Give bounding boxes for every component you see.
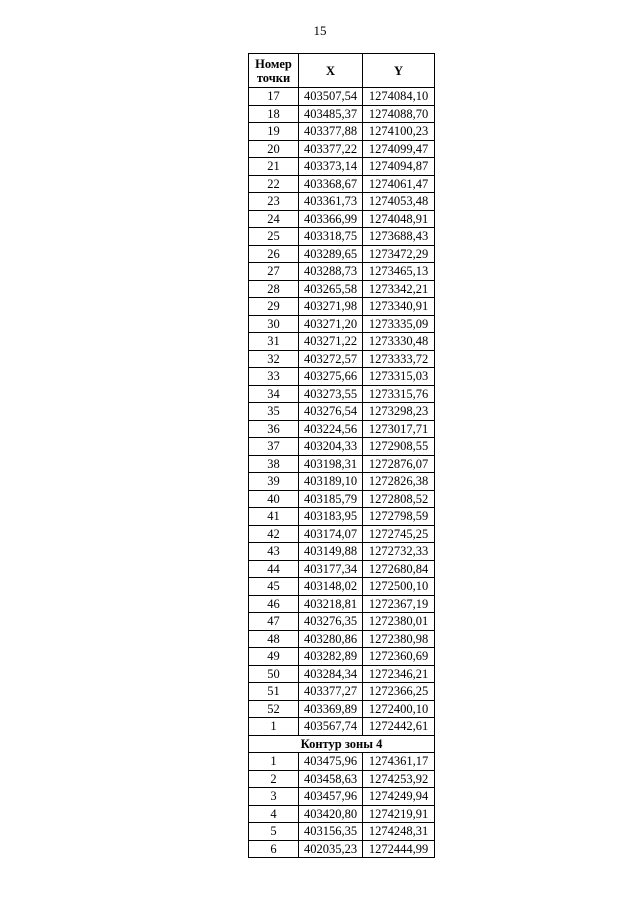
point-number-cell: 1 bbox=[249, 753, 299, 771]
table-row bbox=[249, 648, 435, 666]
x-coordinate-cell: 403198,31 bbox=[299, 455, 363, 473]
table-row bbox=[249, 368, 435, 386]
y-coordinate-cell: 1272367,19 bbox=[363, 595, 435, 613]
table-row bbox=[249, 228, 435, 246]
x-coordinate-cell: 402035,23 bbox=[299, 840, 363, 858]
x-coordinate-cell: 403457,96 bbox=[299, 788, 363, 806]
y-coordinate-cell: 1273298,23 bbox=[363, 403, 435, 421]
x-coordinate-cell: 403567,74 bbox=[299, 718, 363, 736]
table-row bbox=[249, 158, 435, 176]
x-coordinate-cell: 403218,81 bbox=[299, 595, 363, 613]
y-coordinate-cell: 1273315,76 bbox=[363, 385, 435, 403]
table-row bbox=[249, 525, 435, 543]
point-number-cell: 34 bbox=[249, 385, 299, 403]
table-row bbox=[249, 175, 435, 193]
x-coordinate-cell: 403458,63 bbox=[299, 770, 363, 788]
y-coordinate-cell: 1274088,70 bbox=[363, 105, 435, 123]
y-coordinate-cell: 1272380,01 bbox=[363, 613, 435, 631]
point-number-cell: 21 bbox=[249, 158, 299, 176]
x-coordinate-cell: 403272,57 bbox=[299, 350, 363, 368]
y-coordinate-cell: 1274053,48 bbox=[363, 193, 435, 211]
y-coordinate-cell: 1272360,69 bbox=[363, 648, 435, 666]
x-coordinate-cell: 403288,73 bbox=[299, 263, 363, 281]
table-section bbox=[249, 735, 435, 753]
x-coordinate-cell: 403156,35 bbox=[299, 823, 363, 841]
header-y: Y bbox=[363, 54, 435, 88]
y-coordinate-cell: 1272908,55 bbox=[363, 438, 435, 456]
x-coordinate-cell: 403271,20 bbox=[299, 315, 363, 333]
point-number-cell: 33 bbox=[249, 368, 299, 386]
x-coordinate-cell: 403377,88 bbox=[299, 123, 363, 141]
point-number-cell: 6 bbox=[249, 840, 299, 858]
header-x: X bbox=[299, 54, 363, 88]
y-coordinate-cell: 1272798,59 bbox=[363, 508, 435, 526]
point-number-cell: 51 bbox=[249, 683, 299, 701]
point-number-cell: 30 bbox=[249, 315, 299, 333]
point-number-cell: 37 bbox=[249, 438, 299, 456]
x-coordinate-cell: 403189,10 bbox=[299, 473, 363, 491]
x-coordinate-cell: 403373,14 bbox=[299, 158, 363, 176]
x-coordinate-cell: 403224,56 bbox=[299, 420, 363, 438]
point-number-cell: 23 bbox=[249, 193, 299, 211]
table-row bbox=[249, 543, 435, 561]
header-point-number-label: Номер точки bbox=[255, 56, 292, 85]
y-coordinate-cell: 1272366,25 bbox=[363, 683, 435, 701]
table-row bbox=[249, 245, 435, 263]
point-number-cell: 46 bbox=[249, 595, 299, 613]
y-coordinate-cell: 1274219,91 bbox=[363, 805, 435, 823]
y-coordinate-cell: 1273315,03 bbox=[363, 368, 435, 386]
table-row bbox=[249, 333, 435, 351]
x-coordinate-cell: 403368,67 bbox=[299, 175, 363, 193]
point-number-cell: 26 bbox=[249, 245, 299, 263]
y-coordinate-cell: 1272380,98 bbox=[363, 630, 435, 648]
point-number-cell: 28 bbox=[249, 280, 299, 298]
point-number-cell: 27 bbox=[249, 263, 299, 281]
y-coordinate-cell: 1274061,47 bbox=[363, 175, 435, 193]
x-coordinate-cell: 403276,35 bbox=[299, 613, 363, 631]
y-coordinate-cell: 1272680,84 bbox=[363, 560, 435, 578]
y-coordinate-cell: 1273688,43 bbox=[363, 228, 435, 246]
table-row bbox=[249, 770, 435, 788]
x-coordinate-cell: 403366,99 bbox=[299, 210, 363, 228]
section-title: Контур зоны 4 bbox=[249, 735, 435, 753]
table-row bbox=[249, 630, 435, 648]
y-coordinate-cell: 1273017,71 bbox=[363, 420, 435, 438]
x-coordinate-cell: 403185,79 bbox=[299, 490, 363, 508]
point-number-cell: 45 bbox=[249, 578, 299, 596]
header-point-number bbox=[249, 54, 299, 88]
y-coordinate-cell: 1273335,09 bbox=[363, 315, 435, 333]
point-number-cell: 4 bbox=[249, 805, 299, 823]
table-row bbox=[249, 438, 435, 456]
table-row bbox=[249, 490, 435, 508]
x-coordinate-cell: 403282,89 bbox=[299, 648, 363, 666]
table-row bbox=[249, 420, 435, 438]
table-row bbox=[249, 123, 435, 141]
section-row bbox=[249, 735, 435, 753]
y-coordinate-cell: 1272745,25 bbox=[363, 525, 435, 543]
y-coordinate-cell: 1274253,92 bbox=[363, 770, 435, 788]
table-body-part2 bbox=[249, 753, 435, 858]
point-number-cell: 25 bbox=[249, 228, 299, 246]
point-number-cell: 48 bbox=[249, 630, 299, 648]
y-coordinate-cell: 1273330,48 bbox=[363, 333, 435, 351]
y-coordinate-cell: 1274249,94 bbox=[363, 788, 435, 806]
y-coordinate-cell: 1274099,47 bbox=[363, 140, 435, 158]
y-coordinate-cell: 1272808,52 bbox=[363, 490, 435, 508]
x-coordinate-cell: 403280,86 bbox=[299, 630, 363, 648]
y-coordinate-cell: 1272346,21 bbox=[363, 665, 435, 683]
point-number-cell: 50 bbox=[249, 665, 299, 683]
x-coordinate-cell: 403174,07 bbox=[299, 525, 363, 543]
y-coordinate-cell: 1273340,91 bbox=[363, 298, 435, 316]
point-number-cell: 20 bbox=[249, 140, 299, 158]
y-coordinate-cell: 1274248,31 bbox=[363, 823, 435, 841]
table-body-part1 bbox=[249, 88, 435, 736]
point-number-cell: 17 bbox=[249, 88, 299, 106]
x-coordinate-cell: 403507,54 bbox=[299, 88, 363, 106]
x-coordinate-cell: 403149,88 bbox=[299, 543, 363, 561]
table-row bbox=[249, 560, 435, 578]
x-coordinate-cell: 403273,55 bbox=[299, 385, 363, 403]
point-number-cell: 1 bbox=[249, 718, 299, 736]
y-coordinate-cell: 1272442,61 bbox=[363, 718, 435, 736]
table-row bbox=[249, 298, 435, 316]
point-number-cell: 2 bbox=[249, 770, 299, 788]
table-row bbox=[249, 403, 435, 421]
x-coordinate-cell: 403204,33 bbox=[299, 438, 363, 456]
page-number: 15 bbox=[313, 23, 327, 38]
coordinates-table bbox=[248, 53, 435, 858]
x-coordinate-cell: 403475,96 bbox=[299, 753, 363, 771]
point-number-cell: 29 bbox=[249, 298, 299, 316]
x-coordinate-cell: 403361,73 bbox=[299, 193, 363, 211]
table-row bbox=[249, 683, 435, 701]
y-coordinate-cell: 1273342,21 bbox=[363, 280, 435, 298]
x-coordinate-cell: 403148,02 bbox=[299, 578, 363, 596]
x-coordinate-cell: 403318,75 bbox=[299, 228, 363, 246]
table-row bbox=[249, 473, 435, 491]
y-coordinate-cell: 1272444,99 bbox=[363, 840, 435, 858]
point-number-cell: 32 bbox=[249, 350, 299, 368]
x-coordinate-cell: 403275,66 bbox=[299, 368, 363, 386]
x-coordinate-cell: 403183,95 bbox=[299, 508, 363, 526]
table-row bbox=[249, 805, 435, 823]
table-row bbox=[249, 210, 435, 228]
table-row bbox=[249, 840, 435, 858]
x-coordinate-cell: 403284,34 bbox=[299, 665, 363, 683]
y-coordinate-cell: 1274100,23 bbox=[363, 123, 435, 141]
point-number-cell: 36 bbox=[249, 420, 299, 438]
y-coordinate-cell: 1274048,91 bbox=[363, 210, 435, 228]
point-number-cell: 38 bbox=[249, 455, 299, 473]
y-coordinate-cell: 1274361,17 bbox=[363, 753, 435, 771]
table-row bbox=[249, 385, 435, 403]
table-header-row bbox=[249, 54, 435, 88]
y-coordinate-cell: 1273472,29 bbox=[363, 245, 435, 263]
x-coordinate-cell: 403420,80 bbox=[299, 805, 363, 823]
point-number-cell: 44 bbox=[249, 560, 299, 578]
table-row bbox=[249, 455, 435, 473]
table-row bbox=[249, 263, 435, 281]
point-number-cell: 43 bbox=[249, 543, 299, 561]
table-row bbox=[249, 105, 435, 123]
point-number-cell: 39 bbox=[249, 473, 299, 491]
table-row bbox=[249, 700, 435, 718]
y-coordinate-cell: 1273465,13 bbox=[363, 263, 435, 281]
table-row bbox=[249, 88, 435, 106]
point-number-cell: 19 bbox=[249, 123, 299, 141]
y-coordinate-cell: 1272400,10 bbox=[363, 700, 435, 718]
table-row bbox=[249, 193, 435, 211]
x-coordinate-cell: 403265,58 bbox=[299, 280, 363, 298]
x-coordinate-cell: 403377,22 bbox=[299, 140, 363, 158]
y-coordinate-cell: 1274094,87 bbox=[363, 158, 435, 176]
table-row bbox=[249, 508, 435, 526]
table-row bbox=[249, 140, 435, 158]
point-number-cell: 52 bbox=[249, 700, 299, 718]
point-number-cell: 35 bbox=[249, 403, 299, 421]
x-coordinate-cell: 403377,27 bbox=[299, 683, 363, 701]
x-coordinate-cell: 403369,89 bbox=[299, 700, 363, 718]
point-number-cell: 49 bbox=[249, 648, 299, 666]
x-coordinate-cell: 403271,22 bbox=[299, 333, 363, 351]
point-number-cell: 5 bbox=[249, 823, 299, 841]
y-coordinate-cell: 1272826,38 bbox=[363, 473, 435, 491]
y-coordinate-cell: 1272500,10 bbox=[363, 578, 435, 596]
table-row bbox=[249, 788, 435, 806]
table-row bbox=[249, 665, 435, 683]
point-number-cell: 40 bbox=[249, 490, 299, 508]
table-row bbox=[249, 315, 435, 333]
x-coordinate-cell: 403289,65 bbox=[299, 245, 363, 263]
point-number-cell: 47 bbox=[249, 613, 299, 631]
table-row bbox=[249, 578, 435, 596]
x-coordinate-cell: 403177,34 bbox=[299, 560, 363, 578]
table-row bbox=[249, 613, 435, 631]
y-coordinate-cell: 1272732,33 bbox=[363, 543, 435, 561]
point-number-cell: 42 bbox=[249, 525, 299, 543]
point-number-cell: 31 bbox=[249, 333, 299, 351]
table-row bbox=[249, 823, 435, 841]
table-row bbox=[249, 280, 435, 298]
point-number-cell: 18 bbox=[249, 105, 299, 123]
point-number-cell: 24 bbox=[249, 210, 299, 228]
table-row bbox=[249, 753, 435, 771]
x-coordinate-cell: 403271,98 bbox=[299, 298, 363, 316]
point-number-cell: 41 bbox=[249, 508, 299, 526]
y-coordinate-cell: 1272876,07 bbox=[363, 455, 435, 473]
point-number-cell: 22 bbox=[249, 175, 299, 193]
x-coordinate-cell: 403485,37 bbox=[299, 105, 363, 123]
y-coordinate-cell: 1273333,72 bbox=[363, 350, 435, 368]
x-coordinate-cell: 403276,54 bbox=[299, 403, 363, 421]
table-row bbox=[249, 718, 435, 736]
y-coordinate-cell: 1274084,10 bbox=[363, 88, 435, 106]
table-row bbox=[249, 350, 435, 368]
point-number-cell: 3 bbox=[249, 788, 299, 806]
table-row bbox=[249, 595, 435, 613]
